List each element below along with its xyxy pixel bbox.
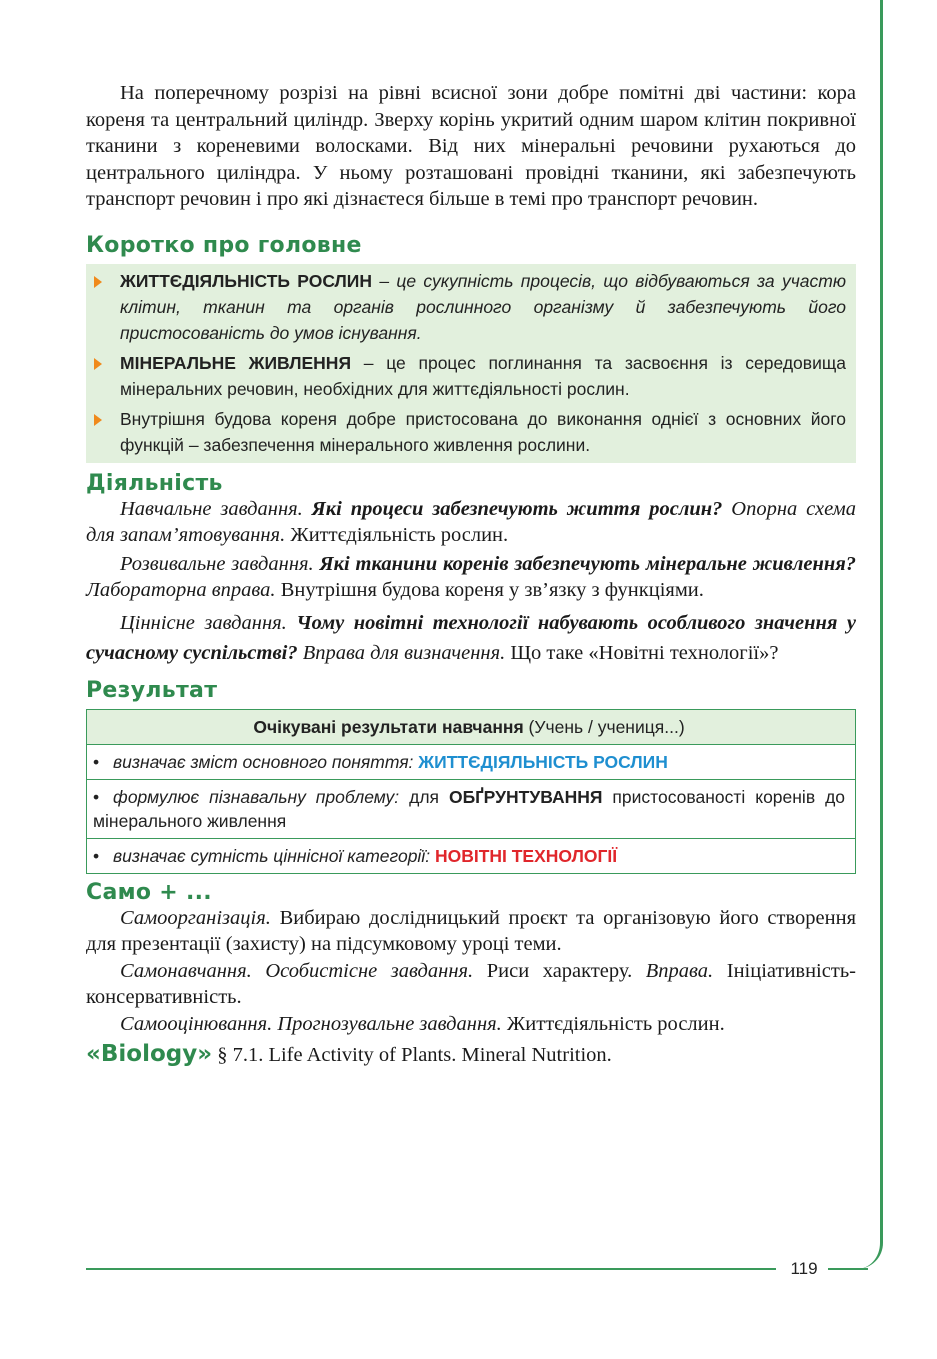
footer-rule-right [828,1268,868,1270]
footer-rule [86,1268,776,1270]
activity-task [86,608,856,668]
self-item [86,958,856,1011]
table-row [87,744,856,779]
self-item [86,1011,856,1038]
table-header-cell [87,709,856,744]
bullet: • [93,751,100,772]
self-label: Самоорганізація. [120,906,271,929]
self-heading: Само + ... [86,879,212,905]
task-question: Чому новітні технології набувають особливого значення у сучасному суспільстві? [86,611,857,664]
task-question: Які процеси забезпечують життя рослин? [311,497,723,520]
table-cell [87,838,856,873]
task-exercise: Опорна схема для запам’ятовування. [86,497,856,546]
self-sublabel: Прогнозувальне завдання. [272,1012,502,1035]
self-exercise-label: Вправа. [645,959,714,982]
outcome-highlight: НОВІТНІ ТЕХНОЛОГІЇ [434,845,618,866]
results-table [86,709,856,874]
self-text: Риси характеру. [473,959,646,982]
task-label: Навчальне завдання. [120,497,303,520]
result-heading: Результат [86,677,218,703]
outcome-lead: формулює пізнавальну проблему: [113,786,400,807]
intro-paragraph: На поперечному розрізі на рівні всисної зони добре помітні дві частини: кора кореня та центральний циліндр. Зверху корінь укритий одним шаром клітин покривної тканини з кореневими волосками. Від них мінеральні речовини рухаються до центрального циліндра. У ньому розташовані провідні тканини, які забезпечують транспорт речовин і про які дізнаєтеся більше в темі про транспорт речовин. [86,82,856,210]
biology-reference-text: § 7.1. Life Activity of Plants. Mineral Nutrition. [212,1044,612,1066]
summary-term: ЖИТТЄДІЯЛЬНІСТЬ РОСЛИН [120,270,373,291]
table-header-bold: Очікувані результати навчання [253,716,524,737]
page-number: 119 [790,1259,818,1278]
summary-statement: Внутрішня будова кореня добре пристосована до виконання однієї з основних його функцій – забезпечення мінерального живлення рослини. [120,408,846,455]
activity-task [86,551,856,604]
self-label: Самооцінювання. [120,1012,273,1035]
activity-task [86,496,856,549]
table-cell [87,744,856,779]
page-content [86,80,856,1069]
summary-heading: Коротко про головне [86,232,362,258]
self-sublabel: Особистісне завдання. [251,959,474,982]
task-exercise: Лабораторна вправа. [86,579,276,601]
summary-box [86,264,856,463]
biology-brand: «Biology» [86,1041,213,1067]
self-text: Життєдіяльність рослин. [501,1012,725,1035]
arrow-bullet-icon [94,414,102,426]
outcome-highlight: ОБҐРУНТУВАННЯ [448,786,603,807]
table-row [87,838,856,873]
bullet: • [93,845,100,866]
summary-definition: – це сукупність процесів, що відбуваються за участю клітин, тканин та органів рослинного організму й забезпечують його пристосованість до умов існування. [120,270,846,343]
outcome-tail: пристосованості коренів до мінерального живлення [93,786,846,831]
outcome-highlight: ЖИТТЄДІЯЛЬНІСТЬ РОСЛИН [418,751,668,772]
task-label: Розвивальне завдання. [120,552,314,575]
summary-item [94,350,846,402]
summary-term: МІНЕРАЛЬНЕ ЖИВЛЕННЯ [120,352,352,373]
self-text: Вибираю дослідницький проєкт та організовую його створення для презентації (захисту) на підсумковому уроці теми. [86,906,856,955]
task-question: Які тканини коренів забезпечують мінеральне живлення? [319,552,857,575]
self-item [86,905,856,958]
table-cell [87,779,856,838]
outcome-lead: визначає сутність ціннісної категорії: [113,845,431,866]
summary-definition: – це процес поглинання та засвоєння із середовища мінеральних речовин, необхідних для життєдіяльності рослин. [120,352,846,399]
task-label: Ціннісне завдання. [120,611,287,634]
arrow-bullet-icon [94,276,102,288]
biology-reference [86,1041,856,1069]
summary-item [94,406,846,458]
task-exercise: Вправа для визначення. [302,641,506,664]
outcome-lead: визначає зміст основного поняття: [113,751,414,772]
table-header-rest: (Учень / учениця...) [523,716,685,737]
table-header-row [87,709,856,744]
task-topic: Що таке «Новітні технології»? [510,641,779,664]
bullet: • [93,786,100,807]
arrow-bullet-icon [94,358,102,370]
self-text-2: Ініціативність-консервативність. [86,959,856,1008]
task-topic: Внутрішня будова кореня у зв’язку з функціями. [280,579,704,601]
summary-item [94,268,846,346]
task-topic: Життєдіяльність рослин. [290,524,509,546]
self-label: Самонавчання. [120,959,252,982]
table-row [87,779,856,838]
activity-heading: Діяльність [86,470,223,496]
outcome-mid: для [399,786,449,807]
